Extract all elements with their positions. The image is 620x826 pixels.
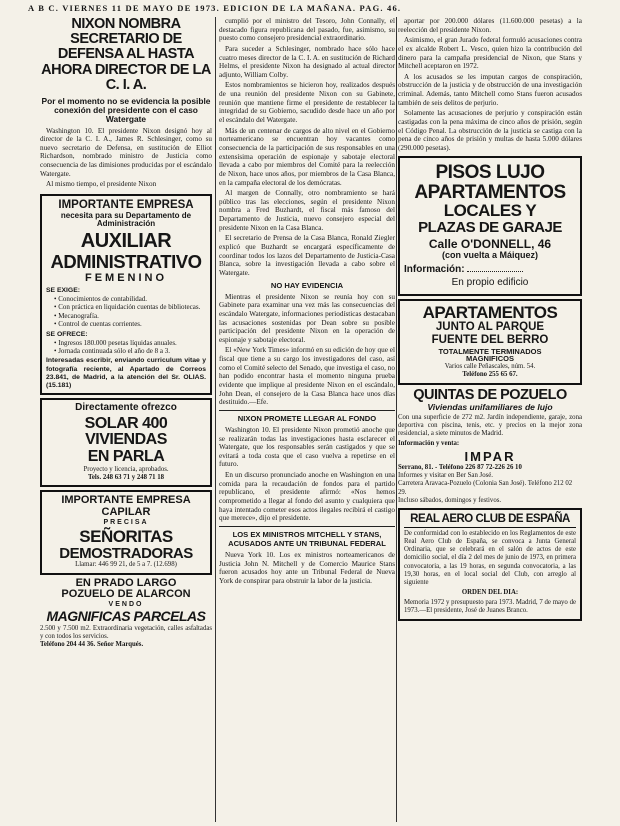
- ad-label: SE EXIGE:: [46, 286, 80, 294]
- ad-info-row: Información:: [404, 263, 576, 275]
- article-paragraph: A los acusados se les imputan cargos de conspiración, obstrucción de la justicia y de obstrucción de una investigación criminal. Además, tanto Mitchell como Stans fueron acusados también de seis delitos de perjurio.: [398, 72, 582, 107]
- ad-list-item: • Con práctica en liquidación cuentas de bibliotecas.: [54, 303, 201, 312]
- ad-list-item: • Ingresos 180.000 pesetas líquidas anuales.: [54, 338, 177, 347]
- ad-brand: IMPAR: [464, 448, 516, 464]
- ad-apartamentos-fuente-berro: [398, 299, 582, 385]
- main-subhead: Por el momento no se evidencia la posible conexión del presidente con el caso Watergate: [41, 96, 211, 124]
- ad-big-text: FUENTE DEL BERRO: [431, 333, 549, 346]
- ad-label: SE OFRECE:: [46, 330, 88, 338]
- ad-footer: Teléfono 255 65 67.: [462, 371, 518, 379]
- ad-label: PRECISA: [103, 519, 149, 527]
- ad-big-text: JUNTO AL PARQUE: [435, 321, 545, 334]
- ad-label: Información y venta:: [398, 440, 460, 448]
- ad-subtitle: Viviendas unifamiliares de lujo: [427, 401, 553, 412]
- ad-title: IMPORTANTE EMPRESA: [58, 199, 194, 212]
- ad-footer: Llamar: 446 99 21, de 5 a 7. (12.698): [75, 561, 177, 569]
- dotted-line: [467, 263, 523, 272]
- ad-footer: En propio edificio: [451, 277, 529, 289]
- ad-solar-parla: [40, 398, 212, 487]
- ad-contact: Carretera Aravaca-Pozuelo (Colonia San José). Teléfono 212 02 29.: [398, 480, 573, 496]
- article-paragraph: En un discurso pronunciado anoche en Washington en una comida para la recaudación de fondos para el partido republicano, el presidente afirmó: «Nos hemos comprometido a llegar al fondo del asunto y cualquiera que haya intentado cometer esos actos ilegales recibirá el castigo que merece», dijo el presidente.: [219, 471, 395, 523]
- ad-prado-largo: [40, 578, 212, 650]
- ad-contact: Incluso sábados, domingos y festivos.: [398, 496, 502, 504]
- ad-list-item: • Control de cuentas corrientes.: [54, 320, 142, 329]
- article-paragraph: Washington 10. El presidente Nixon designó hoy al director de la C. I. A., James R. Schlesinger, como su nuevo secretario de Defensa, en sustitución de Elliot Richardson, nombrado ministro de Justicia como consecuencia de las dimisiones producidas por el escándalo Watergate.: [40, 126, 212, 178]
- ad-list-item: • Conocimientos de contabilidad.: [54, 294, 148, 303]
- article-paragraph: Solamente las acusaciones de perjurio y conspiración están castigadas con la pena máxima de cinco años de prisión, según el Código Penal. La obstrucción de la justicia se castiga con la pena de cinco años de prisión y multas de hasta 5.000 dólares (290.000 pesetas).: [398, 109, 582, 152]
- article-paragraph: El secretario de Prensa de la Casa Blanca, Ronald Ziegler explicó que Buzhardt se encargará específicamente de coordinar todos los lazos del Departamento de Justicia-Casa Blanca, sobre la investigación llevada a cabo sobre el Watergate.: [219, 234, 395, 277]
- ad-quintas-pozuelo: [398, 388, 582, 505]
- ad-big-text: FEMENINO: [84, 272, 168, 285]
- ad-big-text: EN PARLA: [87, 448, 165, 466]
- ad-title: POZUELO DE ALARCON: [61, 588, 191, 601]
- ad-big-text: PISOS LUJO: [435, 161, 545, 183]
- article-paragraph: cumplió por el ministro del Tesoro, John Connally, el destacado figura republicana del pasado, fue, asimismo, su puesto como consejero presidencial extraordinario.: [219, 17, 395, 43]
- ad-big-text: LOCALES Y: [443, 201, 537, 221]
- column-1: [40, 17, 212, 826]
- column-rule: [215, 17, 216, 822]
- column-rule: [396, 17, 397, 822]
- ad-address-note: (con vuelta a Máiquez): [441, 249, 539, 260]
- article-paragraph: Más de un centenar de cargos de alto nivel en el Gobierno norteamericano se encuentran hoy vacantes como consecuencia de la participación de sus responsables en una extensísima operación de espionaje y sabotaje electoral llevada a cabo por miembros del Comité para la reelección de Nixon, hace unos años, por miembros de la Casa Blanca, en la campaña electoral de los demócratas.: [219, 126, 395, 187]
- ad-body: De conformidad con lo establecido en los Reglamentos de este Real Aero Club de España, se convoca a Junta General Ordinaria, que se celebrará en el salón de actos de este domicilio social, el día 2 del mes de junio de 1973, en primera convocatoria, a las 19 horas, en segunda convocatoria, a las 19,30 horas, en el local social del Club, con arreglo al siguiente: [404, 529, 576, 586]
- ad-auxiliar-administrativo: [40, 194, 212, 395]
- article-paragraph: Mientras el presidente Nixon se reunía hoy con su Gabinete para examinar una vez más las consecuencias del escándalo Watergate, informaciones periodísticas destacaban las acusaciones sostenidas por Dean sobre su posible participación del presidente Nixon en la operación de espionaje y sabotaje electoral.: [219, 292, 395, 344]
- ad-big-text: ADMINISTRATIVO: [50, 250, 202, 272]
- ad-big-text: DEMOSTRADORAS: [59, 544, 193, 562]
- section-heading: LOS EX MINISTROS MITCHELL Y STANS, ACUSADOS ANTE UN TRIBUNAL FEDERAL: [228, 529, 386, 548]
- article-paragraph: aportar por 200.000 dólares (11.600.000 pesetas) a la reelección del presidente Nixon.: [398, 17, 582, 34]
- ad-subtitle: necesita para su Departamento de Administración: [60, 211, 192, 229]
- article-paragraph: Para suceder a Schlesinger, nombrado hace sólo hace cuatro meses director de la C. I. A. en sustitución de Richard Helms, el presidente Nixon ha designado al actual director adjunto, William Colby.: [219, 44, 395, 79]
- article-paragraph: Estos nombramientos se hicieron hoy, realizados después de una reunión del presidente Nixon con su Gabinete, reunión que mantiene firme el presidente de restablecer la integridad de su Gobierno, sacudido desde hace un año por el escándalo del Watergate.: [219, 81, 395, 125]
- ad-footer: 2.500 y 7.500 m2. Extraordinaria vegetación, calles asfaltadas y con todos los servicios.: [40, 624, 212, 640]
- article-paragraph: El «New York Times» informó en su edición de hoy que el fiscal que tiene a su cargo los investigadores del caso, así como el Comité selecto del Senado, que investiga el caso, no han podido encontrar hasta el momento ninguna prueba evidente que implique al presidente Nixon en el escándalo, John Dean, el consejero de la Casa Blanca hace unos días destituido.—Efe.: [219, 346, 395, 407]
- ad-footer: Interesadas escribir, enviando curriculum vitae y fotografía reciente, al Apartado de Correos 23.841, de Madrid, a la atención del Sr. OLIAS. (15.181): [46, 357, 206, 389]
- ad-body: Memoria 1972 y presupuesto para 1973. Madrid, 7 de mayo de 1973.—El presidente, José de Juanes Branco.: [404, 599, 576, 615]
- article-paragraph: Asimismo, el gran Jurado federal formuló acusaciones contra el ex alcalde Robert L. Vesco, quien hizo la contribución del dinero para la campaña presidencial de Nixon, que Stans y Mitchell aceptaron en 1972.: [398, 36, 582, 71]
- article-paragraph: Washington 10. El presidente Nixon prometió anoche que se realizarán todas las investigaciones hasta esclarecer el Watergate, que los responsables serán castigados y que se evitará a toda costa que el caso vuelva a repetirse en el futuro.: [219, 425, 395, 469]
- ad-title: Directamente ofrezco: [75, 402, 177, 414]
- ad-contact: Informes y visitar en Ber San José.: [398, 472, 493, 480]
- ad-footer: Varios calle Peñascales, núm. 54.: [444, 363, 536, 371]
- ad-label: ORDEN DEL DIA:: [461, 589, 519, 597]
- ad-big-text: AUXILIAR: [80, 229, 172, 252]
- divider: [219, 526, 395, 527]
- article-paragraph: Al margen de Connally, otro nombramiento se hará público tras las elecciones, según el presidente Nixon nombra a Fred Buzhardt, el fiscal más famoso del Departamento de Justicia, nuevo consejero especial del presidente Nixon en la Casa Blanca.: [219, 189, 395, 232]
- article-paragraph: Al mismo tiempo, el presidente Nixon: [46, 180, 157, 189]
- ad-pisos-lujo: [398, 156, 582, 296]
- ad-real-aero-club: [398, 508, 582, 621]
- ad-address: Calle O'DONNELL, 46: [428, 237, 552, 252]
- ad-title: CAPILAR: [101, 505, 151, 518]
- ad-list-item: • Mecanografía.: [54, 311, 99, 320]
- ad-title: REAL AERO CLUB DE ESPAÑA: [404, 513, 576, 528]
- section-heading: NO HAY EVIDENCIA: [270, 280, 344, 290]
- ad-empresa-capilar: [40, 490, 212, 574]
- ad-big-text: SEÑORITAS: [79, 526, 173, 546]
- ad-note: MAGNIFICOS: [466, 354, 514, 364]
- article-paragraph: Nueva York 10. Los ex ministros norteamericanos de Justicia John N. Mitchell y de Comercio Maurice Stans fueron acusados hoy ante un Tribunal Federal de Nueva York de conspirar para obstruir la labor de la justicia.: [219, 550, 395, 585]
- ad-big-text: APARTAMENTOS: [414, 181, 566, 203]
- ad-big-text: PLAZAS DE GARAJE: [418, 219, 562, 237]
- ad-big-text: QUINTAS DE POZUELO: [413, 386, 567, 403]
- ad-big-text: SOLAR 400 VIVIENDAS: [84, 414, 168, 449]
- ad-note: TOTALMENTE TERMINADOS: [438, 346, 542, 356]
- ad-title: IMPORTANTE EMPRESA: [61, 494, 191, 507]
- ad-contact: Serrano, 81. - Teléfono 226 87 72-226 26 10: [398, 464, 522, 472]
- ad-body: Con una superficie de 272 m2. Jardín independiente, garaje, zona deportiva con piscina, tenis, etc. y precios en la mejor zona residencial, a siete minutos de Madrid.: [398, 413, 582, 438]
- page-header: A B C. VIERNES 11 DE MAYO DE 1973. EDICION DE LA MAÑANA. PAG. 46.: [28, 3, 402, 13]
- divider: [219, 410, 395, 411]
- ad-list-item: • Jornada continuada sólo el año de 8 a 3.: [54, 347, 170, 356]
- column-3: [398, 17, 582, 826]
- ad-footer: Teléfono 204 44 36. Señor Marqués.: [40, 640, 144, 648]
- ad-footer: Proyecto y licencia, aprobados.: [83, 466, 169, 473]
- ad-label: VENDO: [108, 600, 144, 608]
- section-heading: NIXON PROMETE LLEGAR AL FONDO: [237, 413, 377, 423]
- ad-title: EN PRADO LARGO: [75, 576, 177, 589]
- ad-big-text: APARTAMENTOS: [422, 302, 558, 322]
- ad-footer: Tels. 248 63 71 y 248 71 18: [87, 474, 165, 482]
- main-headline: NIXON NOMBRA SECRETARIO DE DEFENSA AL HASTA AHORA DIRECTOR DE LA C. I. A.: [41, 17, 211, 93]
- ad-big-text: MAGNIFICAS PARCELAS: [46, 607, 206, 624]
- column-2: [219, 17, 395, 826]
